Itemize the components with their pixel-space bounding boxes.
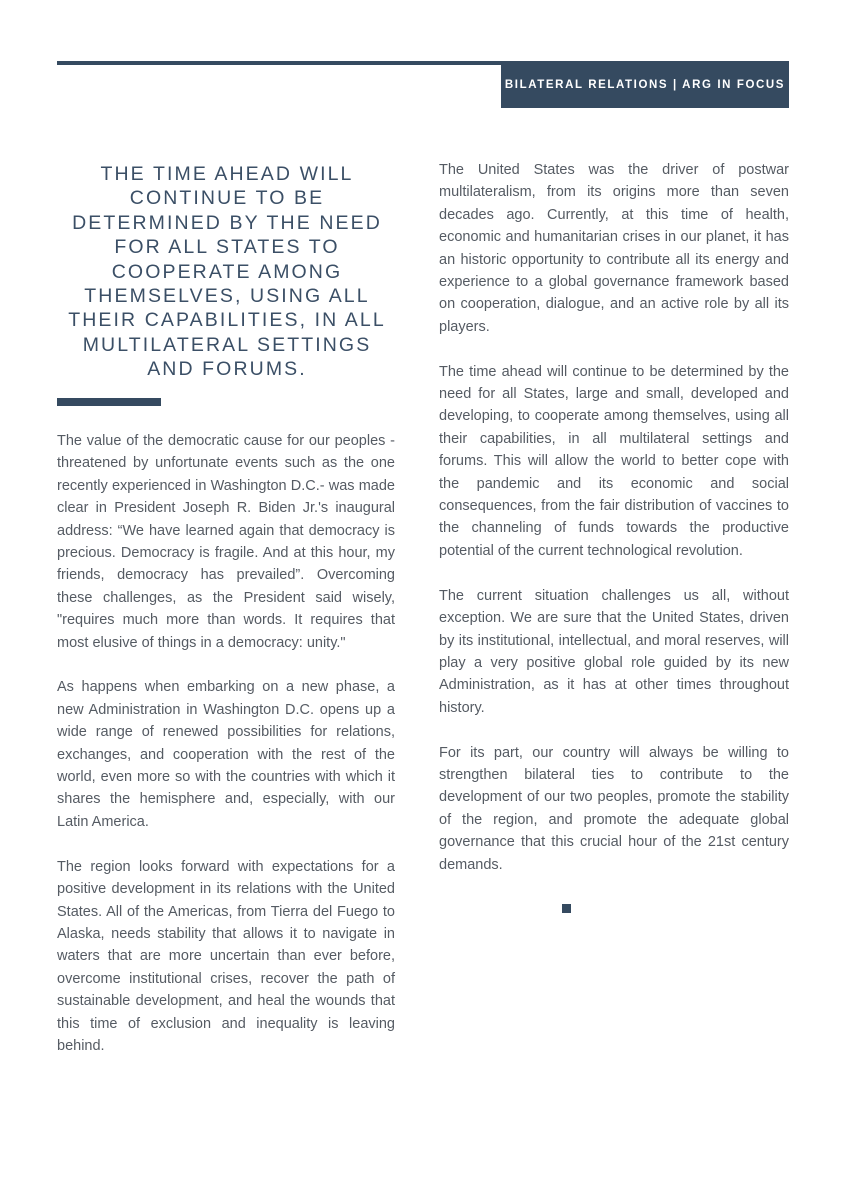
body-paragraph: The time ahead will continue to be determined by the need for all States, large and small, developed and developing, to cooperate among themselves, using all their capabilities, in all multilateral settings and forums. This will allow the world to better cope with the pandemic and its economic and social consequences, from the fair distribution of vaccines to the channeling of funds towards the productive potential of the current technological revolution.: [439, 363, 789, 559]
left-column: [57, 430, 395, 1080]
body-paragraph: The current situation challenges us all, without exception. We are sure that the United States, driven by its institutional, intellectual, and moral reserves, will play a very positive global role guided by its new Administration, as it has at other times throughout history.: [439, 587, 789, 716]
body-paragraph: The value of the democratic cause for our peoples -threatened by unfortunate events such as the one recently experienced in Washington D.C.- was made clear in President Joseph R. Biden Jr.'s inaugural address: “We have learned again that democracy is precious. Democracy is fragile. And at this hour, my friends, democracy has prevailed”. Overcoming these challenges, as the President said wisely, "requires much more than words. It requires that most elusive of things in a democracy: unity.": [57, 433, 395, 651]
body-paragraph: For its part, our country will always be willing to strengthen bilateral ties to contribute to the development of our two peoples, promote the stability of the region, and promote the adequate global governance that this crucial hour of the 21st century demands.: [439, 744, 789, 873]
body-paragraph: The region looks forward with expectations for a positive development in its relations with the United States. All of the Americas, from Tierra del Fuego to Alaska, needs stability that allows it to navigate in waters that are more uncertain than ever before, overcome institutional crises, recover the path of sustainable development, and heal the wounds that this time of exclusion and inequality is leaving behind.: [57, 858, 395, 1054]
pull-quote-divider: [57, 398, 161, 406]
section-header-band: [501, 62, 789, 108]
body-paragraph: As happens when embarking on a new phase, a new Administration in Washington D.C. opens up a wide range of renewed possibilities for relations, exchanges, and cooperation with the rest of the world, even more so with the countries with which it shares the hemisphere and, especially, with our Latin America.: [57, 679, 395, 830]
pull-quote: THE TIME AHEAD WILL CONTINUE TO BE DETERMINED BY THE NEED FOR ALL STATES TO COOPERATE AMONG THEMSELVES, USING ALL THEIR CAPABILITIES, IN ALL MULTILATERAL SETTINGS AND FORUMS.: [68, 163, 386, 381]
right-column: [439, 159, 789, 898]
end-of-article-mark: [562, 904, 571, 913]
body-paragraph: The United States was the driver of postwar multilateralism, from its origins more than seven decades ago. Currently, at this time of health, economic and humanitarian crises in our planet, it has an historic opportunity to contribute all its energy and experience to a global governance framework based on cooperation, dialogue, and an active role by all its players.: [439, 162, 789, 335]
section-header-label: BILATERAL RELATIONS | ARG IN FOCUS: [504, 79, 786, 91]
